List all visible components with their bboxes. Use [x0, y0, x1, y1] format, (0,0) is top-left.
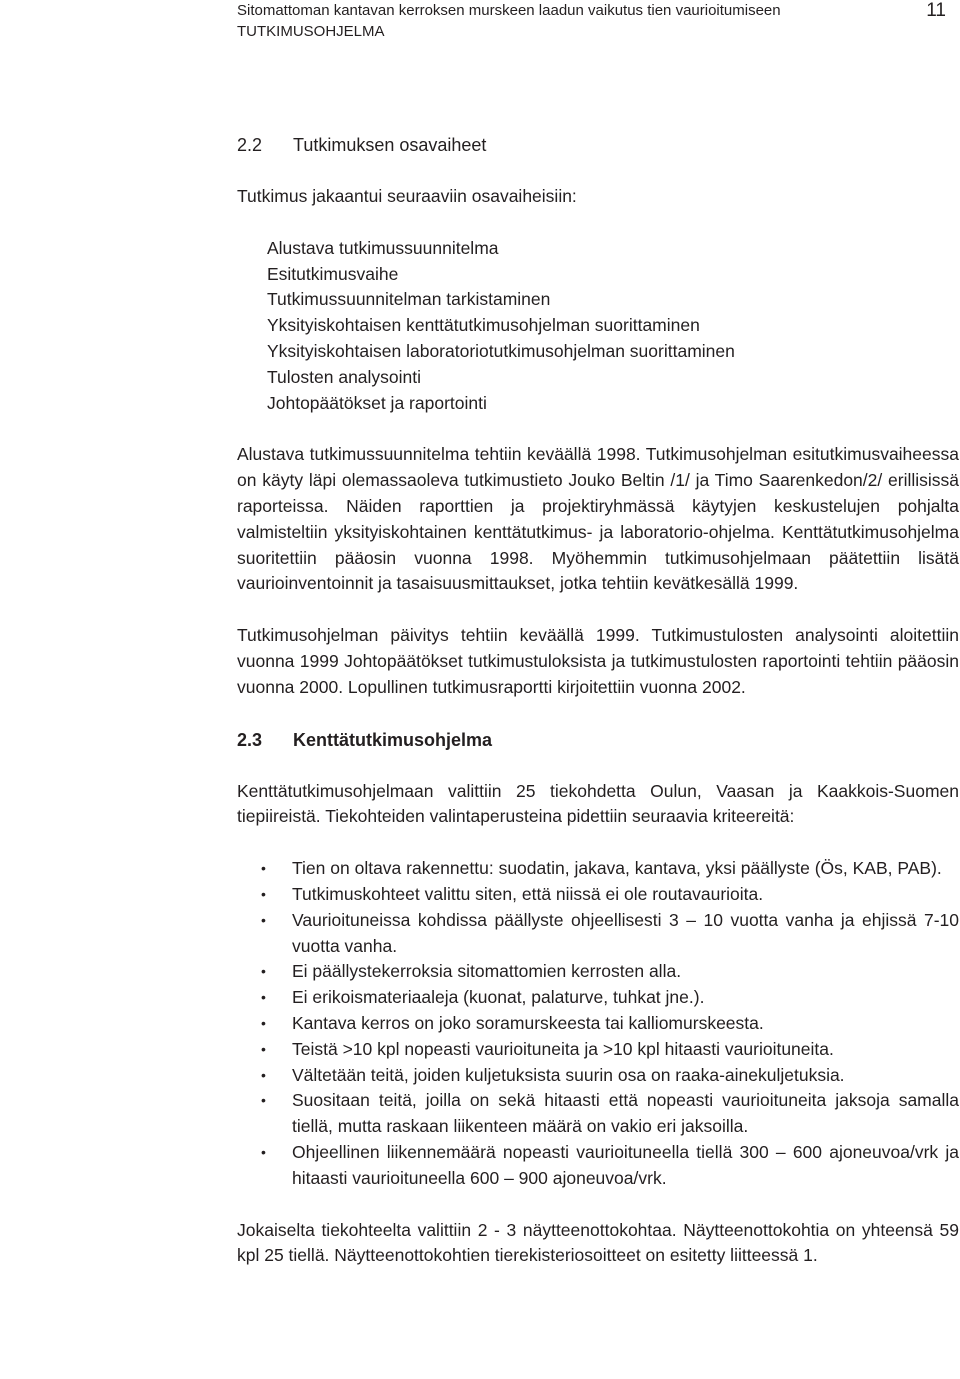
bullet-icon: • [261, 860, 266, 877]
page-body [237, 132, 959, 1269]
list-item-text: Ohjeellinen liikennemäärä nopeasti vaurioituneella tiellä 300 – 600 ajoneuvoa/vrk ja hitaasti vaurioituneella 600 – 900 ajoneuvoa/vrk. [292, 1141, 959, 1188]
list-item-text: Kantava kerros on joko soramurskeesta tai kalliomurskeesta. [292, 1012, 764, 1033]
paragraph: Kenttätutkimusohjelmaan valittiin 25 tiekohdetta Oulun, Vaasan ja Kaakkois-Suomen tiepiireistä. Tiekohteiden valintaperusteina pidettiin seuraavia kriteereitä: [237, 780, 959, 827]
bullet-icon: • [261, 963, 266, 980]
list-item [237, 985, 959, 1011]
bullet-icon: • [261, 885, 266, 902]
list-item-text: Suositaan teitä, joilla on sekä hitaasti että nopeasti vaurioituneita jaksoja samalla tiellä, mutta raskaan liikenteen määrä on vakio eri jaksoilla. [292, 1090, 959, 1137]
bullet-icon: • [261, 989, 266, 1006]
list-item-text: Vältetään teitä, joiden kuljetuksista suurin osa on raaka-ainekuljetuksia. [292, 1064, 845, 1085]
header-subtitle: TUTKIMUSOHJELMA [237, 23, 385, 40]
list-item [237, 882, 959, 908]
list-item: Yksityiskohtaisen kenttätutkimusohjelman suorittaminen [267, 315, 700, 336]
section-heading-2-3 [237, 727, 959, 753]
list-item-text: Tutkimuskohteet valittu siten, että niissä ei ole routavaurioita. [292, 883, 764, 904]
section-intro: Tutkimus jakaantui seuraaviin osavaiheisiin: [237, 186, 577, 206]
phase-list [237, 236, 959, 417]
list-item-text: Tien on oltava rakennettu: suodatin, jakava, kantava, yksi päällyste (Ös, KAB, PAB). [292, 858, 942, 879]
paragraph: Jokaiselta tiekohteelta valittiin 2 - 3 näytteenottokohtaa. Näytteenottokohtia on yhteensä 59 kpl 25 tiellä. Näytteenottokohtien tierekisteriosoitteet on esitetty liitteessä 1. [237, 1219, 959, 1266]
page-number: 11 [926, 0, 946, 21]
bullet-icon: • [261, 911, 266, 928]
list-item [237, 856, 959, 882]
list-item [237, 1140, 959, 1192]
section-number: 2.3 [237, 729, 263, 750]
list-item-text: Ei päällystekerroksia sitomattomien kerrosten alla. [292, 961, 682, 982]
bullet-icon: • [261, 1066, 266, 1083]
list-item: Yksityiskohtaisen laboratoriotutkimusohjelman suorittaminen [267, 340, 735, 361]
list-item-text: Teistä >10 kpl nopeasti vaurioituneita ja >10 kpl hitaasti vaurioituneita. [292, 1038, 834, 1059]
list-item: Alustava tutkimussuunnitelma [267, 237, 499, 258]
paragraph: Alustava tutkimussuunnitelma tehtiin keväällä 1998. Tutkimusohjelman esitutkimusvaiheessa on käyty läpi olemassaoleva tutkimustieto Jouko Beltin /1/ ja Timo Saarenkedon/2/ erillisissä raporteissa. Näiden raporttien ja projektiryhmässä käytyjen keskustelujen pohjalta valmisteltiin yksityiskohtainen kenttätutkimus- ja laboratorio-ohjelma. Kenttätutkimusohjelma suoritettiin pääosin vuonna 1998. Myöhemmin tutkimusohjelmaan päätettiin lisätä vaurioinventoinnit ja tasaisuusmittaukset, jotka tehtiin kevätkesällä 1999. [237, 444, 959, 594]
list-item [237, 1088, 959, 1140]
section-title: Tutkimuksen osavaiheet [293, 135, 487, 155]
section-heading-2-2 [237, 132, 959, 158]
list-item-text: Ei erikoismateriaaleja (kuonat, palaturve, tuhkat jne.). [292, 987, 705, 1008]
list-item [237, 1063, 959, 1089]
list-item: Tulosten analysointi [267, 366, 422, 387]
list-item: Johtopäätökset ja raportointi [267, 392, 487, 413]
paragraph: Tutkimusohjelman päivitys tehtiin keväällä 1999. Tutkimustulosten analysointi aloitettiin vuonna 1999 Johtopäätökset tutkimustuloksista ja tutkimustulosten raportointi tehtiin pääosin vuonna 2000. Lopullinen tutkimusraportti kirjoitettiin vuonna 2002. [237, 625, 959, 697]
bullet-icon: • [261, 1143, 266, 1160]
bullet-icon: • [261, 1014, 266, 1031]
section-number: 2.2 [237, 135, 263, 155]
list-item-text: Vaurioituneissa kohdissa päällyste ohjeellisesti 3 – 10 vuotta vanha ja ehjissä 7-10 vuotta vanha. [292, 909, 959, 956]
list-item: Tutkimussuunnitelman tarkistaminen [267, 289, 551, 310]
list-item [237, 1011, 959, 1037]
list-item [237, 959, 959, 985]
bullet-icon: • [261, 1040, 266, 1057]
list-item [237, 908, 959, 960]
header-title: Sitomattoman kantavan kerroksen murskeen laadun vaikutus tien vaurioitumiseen [237, 2, 781, 19]
list-item: Esitutkimusvaihe [267, 263, 399, 284]
running-header [237, 0, 927, 42]
bullet-icon: • [261, 1092, 266, 1109]
section-title: Kenttätutkimusohjelma [293, 729, 493, 750]
criteria-list [237, 856, 959, 1191]
list-item [237, 1037, 959, 1063]
